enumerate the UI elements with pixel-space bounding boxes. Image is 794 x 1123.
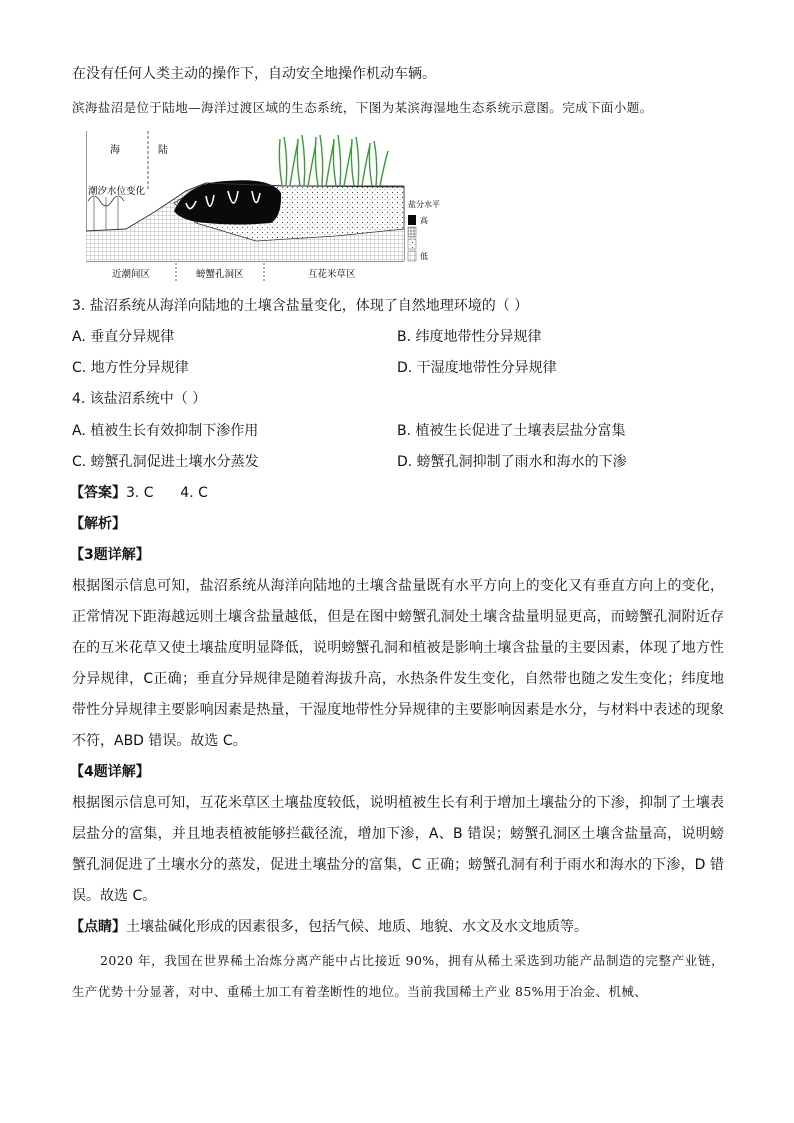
legend-low: 低 <box>420 252 428 261</box>
label-land: 陆 <box>158 145 168 156</box>
label-sea: 海 <box>110 145 120 156</box>
legend-title: 盐分水平 <box>408 200 440 209</box>
q4-detail: 根据图示信息可知，互花米草区土壤盐度较低，说明植被生长有利于增加土壤盐分的下渗，抑制了土壤表层盐分的富集，并且地表植被能够拦截径流，增加下渗，A、B 错误；螃蟹孔洞区土壤含盐量高，说明螃蟹孔洞促进了土壤水分的蒸发，促进土壤盐分的富集，C 正确；螃蟹孔洞有利于雨水和海水的下渗，D 错误。故选 C。 <box>72 795 724 904</box>
legend-high: 高 <box>420 216 428 225</box>
q4-option-a: A. 植被生长有效抑制下渗作用 <box>72 423 259 439</box>
tip-label: 【点睛】 <box>70 919 126 935</box>
q3-option-c: C. 地方性分异规律 <box>72 360 189 376</box>
q3-option-d: D. 干湿度地带性分异规律 <box>397 360 557 376</box>
answer-text: 3. C 4. C <box>126 485 208 501</box>
q3-option-b: B. 纬度地带性分异规律 <box>397 329 542 345</box>
q4-option-b: B. 植被生长促进了土壤表层盐分富集 <box>397 423 626 439</box>
q3-stem: 3. 盐沼系统从海洋向陆地的土壤含盐量变化，体现了自然地理环境的（ ） <box>72 298 529 314</box>
q4-option-d: D. 螃蟹孔洞抑制了雨水和海水的下渗 <box>397 454 627 470</box>
material-2: 2020 年，我国在世界稀土冶炼分离产能中占比接近 90%，拥有从稀土采选到功能产品制造的完整产业链，生产优势十分显著，对中、重稀土加工有着垄断性的地位。当前我国稀土产业 85%用于冶金、机械、 <box>72 953 724 999</box>
salt-marsh-figure <box>86 131 446 283</box>
q4-detail-label: 【4题详解】 <box>70 764 150 780</box>
q3-detail-label: 【3题详解】 <box>70 547 150 563</box>
zone-3: 互花米草区 <box>308 269 356 280</box>
analysis-label: 【解析】 <box>70 516 126 532</box>
zone-2: 螃蟹孔洞区 <box>196 269 244 280</box>
label-tide: 潮汐水位变化 <box>88 186 146 197</box>
intro-line: 在没有任何人类主动的操作下，自动安全地操作机动车辆。 <box>72 66 436 82</box>
legend-high-swatch <box>408 215 416 225</box>
zone-1: 近潮间区 <box>112 269 151 280</box>
material-1: 滨海盐沼是位于陆地—海洋过渡区域的生态系统，下图为某滨海湿地生态系统示意图。完成下面小题。 <box>72 100 653 115</box>
q3-detail: 根据图示信息可知，盐沼系统从海洋向陆地的土壤含盐量既有水平方向上的变化又有垂直方向上的变化，正常情况下距海越远则土壤含盐量越低，但是在图中螃蟹孔洞处土壤含盐量明显更高，而螃蟹孔洞附近存在的互米花草又使土壤盐度明显降低，说明螃蟹孔洞和植被是影响土壤含盐量的主要因素，体现了地方性分异规律，C正确；垂直分异规律是随着海拔升高，水热条件发生变化，自然带也随之发生变化；纬度地带性分异规律主要影响因素是热量，干湿度地带性分异规律的主要影响因素是水分，与材料中表述的现象不符，ABD 错误。故选 C。 <box>72 578 724 749</box>
q4-stem: 4. 该盐沼系统中（ ） <box>72 391 207 407</box>
answer-label: 【答案】 <box>70 485 126 501</box>
q4-option-c: C. 螃蟹孔洞促进土壤水分蒸发 <box>72 454 259 470</box>
q3-option-a: A. 垂直分异规律 <box>72 329 175 345</box>
tip-text: 土壤盐碱化形成的因素很多，包括气候、地质、地貌、水文及水文地质等。 <box>126 919 588 935</box>
tip-line <box>70 917 588 937</box>
answer-line <box>70 483 208 503</box>
